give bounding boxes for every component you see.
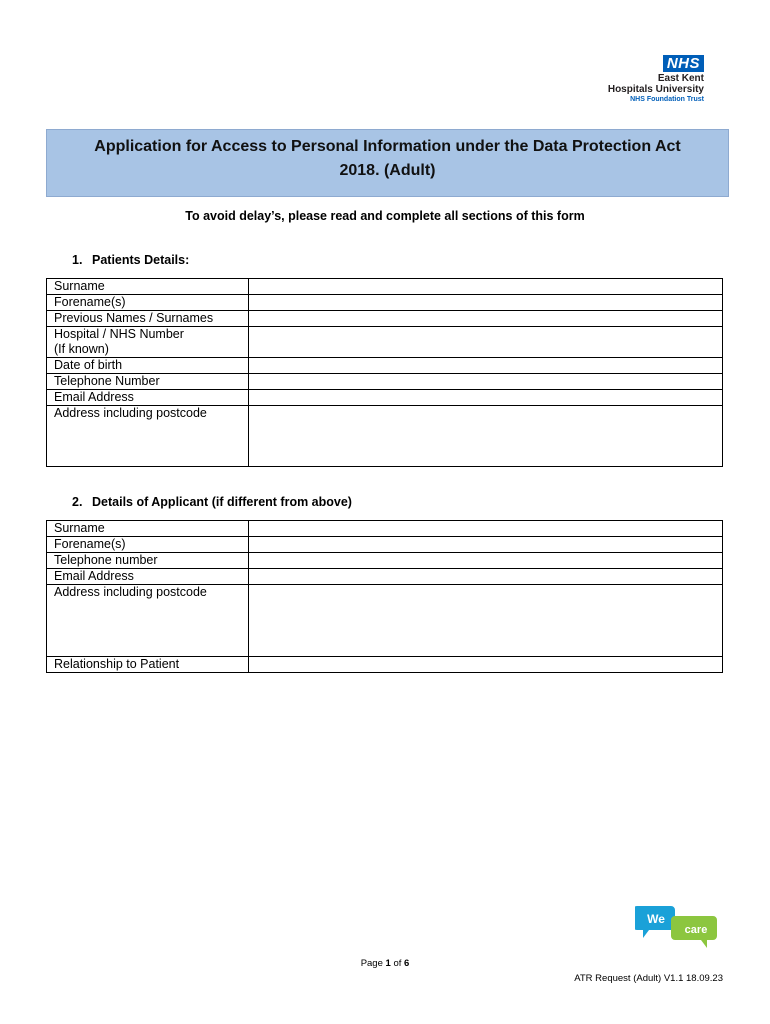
we-care-logo [635, 904, 719, 952]
patient-email-label: Email Address [47, 390, 249, 406]
section-2-title: Details of Applicant (if different from above) [92, 495, 352, 509]
page-of: of [390, 958, 405, 969]
logo-line-foundation-trust: NHS Foundation Trust [630, 96, 704, 103]
table-row [47, 521, 723, 537]
applicant-details-table [46, 520, 723, 673]
patient-dob-label: Date of birth [47, 358, 249, 374]
applicant-surname-field[interactable] [249, 521, 723, 537]
applicant-relationship-label: Relationship to Patient [47, 657, 249, 673]
table-row [47, 657, 723, 673]
table-row [47, 390, 723, 406]
patient-address-label: Address including postcode [47, 406, 249, 467]
table-row [47, 327, 723, 358]
patient-surname-field[interactable] [249, 279, 723, 295]
table-row [47, 537, 723, 553]
applicant-address-field[interactable] [249, 585, 723, 657]
applicant-telephone-field[interactable] [249, 553, 723, 569]
patient-nhs-number-label-line-2: (If known) [54, 342, 109, 356]
logo-line-hospitals-university: Hospitals University [607, 84, 704, 95]
title-banner [46, 129, 729, 197]
patient-details-table [46, 278, 723, 467]
applicant-surname-label: Surname [47, 521, 249, 537]
section-2-number: 2. [72, 495, 83, 509]
patient-telephone-label: Telephone Number [47, 374, 249, 390]
care-text: care [684, 924, 708, 936]
table-row [47, 279, 723, 295]
page-current: 1 [385, 958, 391, 969]
section-2-heading [72, 495, 352, 509]
applicant-forenames-label: Forename(s) [47, 537, 249, 553]
page-total: 6 [404, 958, 410, 969]
we-text: We [647, 912, 665, 926]
table-row [47, 553, 723, 569]
section-1-number: 1. [72, 253, 83, 267]
table-row [47, 569, 723, 585]
table-row [47, 406, 723, 467]
applicant-relationship-field[interactable] [249, 657, 723, 673]
table-row [47, 295, 723, 311]
patient-nhs-number-field[interactable] [249, 327, 723, 358]
page-title-line-2: 2018. (Adult) [339, 162, 436, 179]
patient-previous-names-label: Previous Names / Surnames [47, 311, 249, 327]
patient-address-field[interactable] [249, 406, 723, 467]
page-prefix: Page [360, 958, 386, 969]
nhs-badge: NHS [663, 55, 704, 72]
logo-line-east-kent: East Kent [657, 73, 704, 84]
applicant-telephone-label: Telephone number [47, 553, 249, 569]
form-instruction: To avoid delay’s, please read and complete all sections of this form [185, 209, 585, 223]
table-row [47, 311, 723, 327]
section-1-heading [72, 253, 189, 267]
page-number [0, 958, 770, 969]
page-title-line-1: Application for Access to Personal Information under the Data Protection Act [94, 138, 681, 155]
section-1-title: Patients Details: [92, 253, 190, 267]
patient-previous-names-field[interactable] [249, 311, 723, 327]
patient-telephone-field[interactable] [249, 374, 723, 390]
nhs-trust-logo [574, 55, 704, 104]
patient-forenames-label: Forename(s) [47, 295, 249, 311]
applicant-forenames-field[interactable] [249, 537, 723, 553]
applicant-address-label: Address including postcode [47, 585, 249, 657]
applicant-email-label: Email Address [47, 569, 249, 585]
patient-surname-label: Surname [47, 279, 249, 295]
applicant-email-field[interactable] [249, 569, 723, 585]
table-row [47, 374, 723, 390]
patient-email-field[interactable] [249, 390, 723, 406]
document-reference: ATR Request (Adult) V1.1 18.09.23 [574, 973, 723, 984]
table-row [47, 358, 723, 374]
table-row [47, 585, 723, 657]
patient-dob-field[interactable] [249, 358, 723, 374]
patient-nhs-number-label [47, 327, 249, 358]
patient-forenames-field[interactable] [249, 295, 723, 311]
patient-nhs-number-label-line-1: Hospital / NHS Number [54, 327, 184, 341]
